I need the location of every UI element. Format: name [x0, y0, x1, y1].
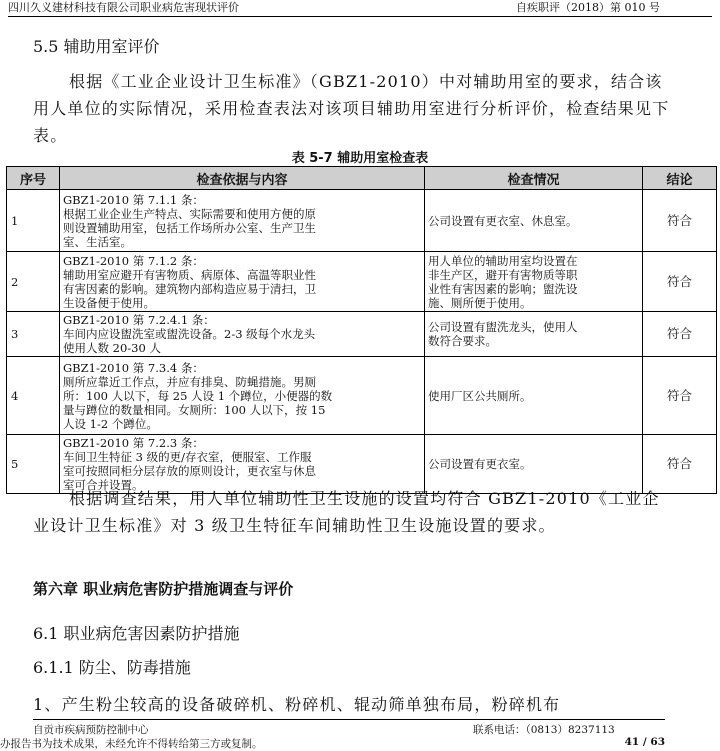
page-number: 41 / 63 [624, 736, 665, 748]
row-basis: GBZ1-2010 第 7.1.1 条： 根据工业企业生产特点、实际需要和使用方便的原 则设置辅助用室，包括工作场所办公室、生产卫生 室、生活室。 [60, 190, 425, 252]
footer-phone: 联系电话：（0813）8237113 [473, 724, 615, 736]
row-situation: 公司设置有更衣室。 [425, 435, 643, 494]
row-no: 3 [7, 312, 60, 357]
header-report-number: 自疾职评（2018）第 010 号 [516, 1, 660, 14]
row-result: 符合 [643, 357, 717, 435]
table-caption: 表 5-7 辅助用室检查表 [291, 151, 429, 166]
table-header-row [7, 167, 717, 190]
row-result: 符合 [643, 312, 717, 357]
conclusion-paragraph: 根据调查结果，用人单位辅助性卫生设施的设置均符合 GBZ1-2010《工业企业设计卫生标准》对 3 级卫生特征车间辅助性卫生设施设置的要求。 [33, 489, 660, 535]
row-basis: GBZ1-2010 第 7.3.4 条： 厕所应靠近工作点，并应有排臭、防蝇措施。男厕 所：100 人以下，每 25 人设 1 个蹲位，小便器的数 量与蹲位的数量相同。女厕所：100 人以下，按 15 人设 1-2 个蹲位。 [60, 357, 425, 435]
row-no: 4 [7, 357, 60, 435]
subsection-title: 6.1 职业病危害因素防护措施 [33, 624, 240, 643]
footer-organization: 自贡市疾病预防控制中心 [33, 724, 149, 736]
row-no: 5 [7, 435, 60, 494]
row-result: 符合 [643, 252, 717, 312]
row-result: 符合 [643, 190, 717, 252]
page-footer [0, 719, 665, 750]
section-title: 5.5 辅助用室评价 [33, 37, 160, 56]
header-basis: 检查依据与内容 [60, 167, 425, 190]
table-row [7, 190, 717, 252]
row-situation: 公司设置有盥洗龙头，使用人 数符合要求。 [425, 312, 643, 357]
table-row [7, 312, 717, 357]
row-situation: 用人单位的辅助用室均设置在 非生产区，避开有害物质等职 业性有害因素的影响；盥洗设 施、厕所便于使用。 [425, 252, 643, 312]
intro-paragraph: 根据《工业企业设计卫生标准》（GBZ1-2010）中对辅助用室的要求，结合该用人单位的实际情况，采用检查表法对该项目辅助用室进行分析评价，检查结果见下表。 [33, 72, 670, 145]
footer-notice: 办报告书为技术成果，未经允许不得转给第三方或复制。 [0, 738, 263, 750]
row-no: 1 [7, 190, 60, 252]
chapter-title: 第六章 职业病危害防护措施调查与评价 [33, 580, 294, 598]
row-situation: 使用厂区公共厕所。 [425, 357, 643, 435]
row-situation: 公司设置有更衣室、休息室。 [425, 190, 643, 252]
subsubsection-title: 6.1.1 防尘、防毒措施 [33, 658, 191, 677]
header-result: 结论 [643, 167, 717, 190]
table-row [7, 357, 717, 435]
row-basis: GBZ1-2010 第 7.1.2 条： 辅助用室应避开有害物质、病原体、高温等职业性 有害因素的影响。建筑物内部构造应易于清扫，卫 生设备便于使用。 [60, 252, 425, 312]
row-result: 符合 [643, 435, 717, 494]
header-company: 四川久义建材科技有限公司职业病危害现状评价 [8, 1, 239, 14]
row-basis: GBZ1-2010 第 7.2.4.1 条： 车间内应设盥洗室或盥洗设备。2-3 级每个水龙头 使用人数 20-30 人 [60, 312, 425, 357]
header-situation: 检查情况 [425, 167, 643, 190]
header-no: 序号 [7, 167, 60, 190]
page-header [8, 0, 712, 17]
body-text: 1、产生粉尘较高的设备破碎机、粉碎机、辊动筛单独布局，粉碎机布 [33, 695, 561, 714]
row-basis: GBZ1-2010 第 7.2.3 条： 车间卫生特征 3 级的更/存衣室，便服室、工作服 室可按照同柜分层存放的原则设计，更衣室与休息 室可合并设置。 [60, 435, 425, 494]
row-no: 2 [7, 252, 60, 312]
inspection-table [6, 166, 717, 494]
table-row [7, 252, 717, 312]
